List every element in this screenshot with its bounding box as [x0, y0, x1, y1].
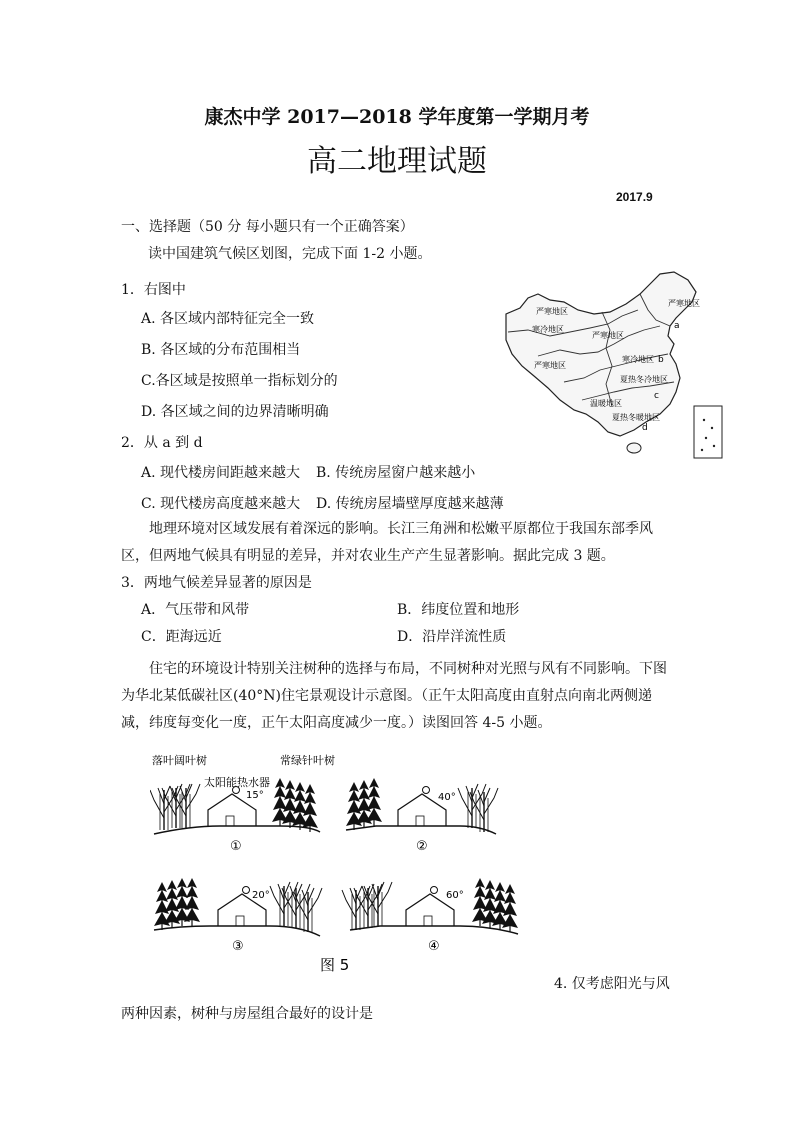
panel-4-number: ④ [428, 939, 440, 954]
panel-3-angle: 20° [252, 890, 270, 901]
question-1-option-c: C.各区域是按照单一指标划分的 [141, 373, 338, 389]
question-3-option-c: C．距海远近 [141, 629, 222, 645]
map-region-label: 寒冷地区 [622, 355, 654, 364]
map-region-label: 温暖地区 [590, 399, 622, 408]
exam-subject-title: 高二地理试题 [307, 144, 487, 179]
question-3-option-a: A．气压带和风带 [141, 602, 250, 618]
question-2-stem: 2．从 a 到 d [121, 435, 203, 451]
map-region-label: 夏热冬暖地区 [612, 413, 660, 422]
map-region-label: 夏热冬冷地区 [620, 375, 668, 384]
question-3-option-b: B．纬度位置和地形 [397, 602, 520, 618]
label-solar-water-heater: 太阳能热水器 [204, 776, 270, 789]
china-climate-zone-map [498, 270, 730, 462]
figure-caption: 图 5 [320, 956, 350, 974]
exam-date: 2017.9 [616, 190, 653, 204]
label-evergreen-tree: 常绿针叶树 [280, 754, 335, 767]
question-2-option-c: C. 现代楼房高度越来越大 [141, 496, 301, 512]
hainan-island [627, 443, 641, 453]
figure-panel-4 [342, 878, 518, 954]
section-title: 一、选择题（50 分 每小题只有一个正确答案） [121, 219, 414, 235]
map-region-label: 严寒地区 [668, 299, 700, 308]
question-4-stem-part2: 两种因素，树种与房屋组合最好的设计是 [121, 1006, 373, 1022]
map-point-c: c [654, 391, 659, 401]
question-2-option-a: A. 现代楼房间距越来越大 [141, 465, 301, 481]
map-region-label: 寒冷地区 [532, 325, 564, 334]
map-point-d: d [642, 423, 648, 433]
passage-q4-5: 住宅的环境设计特别关注树种的选择与布局，不同树种对光照与风有不同影响。下图为华北某低碳社区(40°N)住宅景观设计示意图。（正午太阳高度由直射点向南北两侧递减，纬度每变化一度，正午太阳高度减少一度。）读图回答 4-5 小题。 [121, 661, 667, 731]
map-point-b: b [658, 355, 664, 365]
figure-panel-1 [150, 778, 320, 854]
map-region-label: 严寒地区 [592, 331, 624, 340]
exam-school-title: 康杰中学 2017—2018 学年度第一学期月考 [204, 106, 590, 128]
label-deciduous-tree: 落叶阔叶树 [152, 754, 207, 767]
question-2-option-d: D. 传统房屋墙壁厚度越来越薄 [316, 496, 504, 512]
question-3-option-d: D．沿岸洋流性质 [397, 629, 507, 645]
map-region-label: 严寒地区 [536, 307, 568, 316]
panel-3-number: ③ [232, 939, 244, 954]
question-1-option-b: B. 各区域的分布范围相当 [141, 342, 301, 358]
section-intro: 读中国建筑气候区划图，完成下面 1-2 小题。 [148, 246, 432, 262]
question-1-stem: 1．右图中 [121, 282, 186, 298]
question-4-stem-part1: 4. 仅考虑阳光与风 [554, 976, 670, 992]
map-point-a: a [674, 321, 680, 331]
map-region-label: 严寒地区 [534, 361, 566, 370]
panel-2-angle: 40° [438, 792, 456, 803]
south-sea-inset [694, 406, 722, 458]
panel-4-angle: 60° [446, 890, 464, 901]
panel-1-number: ① [230, 839, 242, 854]
panel-1-angle: 15° [246, 790, 264, 801]
figure-panel-3 [154, 878, 322, 954]
question-1-option-a: A. 各区域内部特征完全一致 [141, 311, 315, 327]
question-2-option-b: B. 传统房屋窗户越来越小 [316, 465, 476, 481]
panel-2-number: ② [416, 839, 428, 854]
figure-5-house-design [150, 750, 530, 980]
question-1-option-d: D. 各区域之间的边界清晰明确 [141, 404, 329, 420]
passage-q3: 地理环境对区域发展有着深远的影响。长江三角洲和松嫩平原都位于我国东部季风区，但两地气候具有明显的差异，并对农业生产产生显著影响。据此完成 3 题。 [121, 521, 653, 564]
question-3-stem: 3．两地气候差异显著的原因是 [121, 575, 312, 591]
figure-panel-2 [346, 778, 498, 854]
